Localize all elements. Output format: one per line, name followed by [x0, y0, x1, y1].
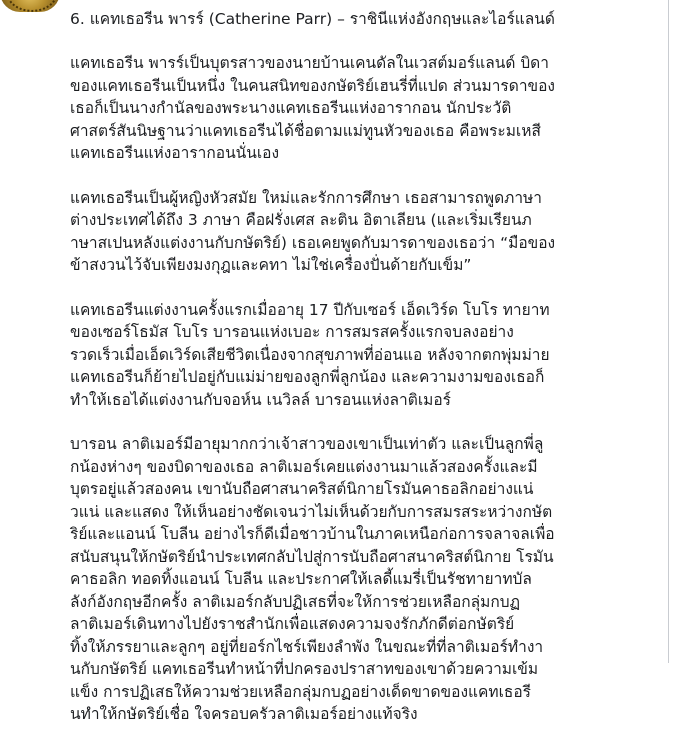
paragraph-2: แคทเธอรีนเป็นผู้หญิงหัวสมัย ใหม่และรักการศึกษา เธอสามารถพูดภาษา ต่างประเทศได้ถึง 3 ภาษา คือฝรั่งเศส ละติน อิตาเลียน (และเริ่มเรียนภ าษาสเปนหลังแต่งงานกับกษัตริย์) เธอเคยพูดกับมารดาของเธอว่า “มือของ ข้าสงวนไว้จับเพียงมงกุฎและคทา ไม่ใช่เครื่องปั่นด้ายกับเข็ม” [70, 188, 556, 274]
avatar[interactable] [0, 0, 60, 12]
post-title: 6. แคทเธอรีน พารร์ (Catherine Parr) – ราชินีแห่งอังกฤษและไอร์แลนด์ [70, 10, 555, 28]
avatar-seal-ring [6, 0, 58, 12]
post-body [70, 8, 660, 748]
paragraph-3: แคทเธอรีนแต่งงานครั้งแรกเมื่ออายุ 17 ปีกับเซอร์ เอ็ดเวิร์ด โบโร ทายาท ของเซอร์โธมัส โบโร บารอนแห่งเบอะ การสมรสครั้งแรกจบลงอย่าง รวดเร็วเมื่อเอ็ดเวิร์ดเสียชีวิตเนื่องจากสุขภาพที่อ่อนแอ หลังจากตกพุ่มม่าย แคทเธอรีนก็ย้ายไปอยู่กับแม่ม่ายของลูกพี่ลูกน้อง และความงามของเธอก็ ทำให้เธอได้แต่งงานกับจอห์น เนวิลล์ บารอนแห่งลาติเมอร์ [70, 300, 550, 409]
paragraph-1: แคทเธอรีน พารร์เป็นบุตรสาวของนายบ้านเคนดัลในเวสต์มอร์แลนด์ บิดา ของแคทเธอรีนเป็นหนึ่ง ในคนสนิทของกษัตริย์เฮนรี่ที่แปด ส่วนมารดาของ เธอก็เป็นนางกำนัลของพระนางแคทเธอรีนแห่งอารากอน นักประวัติ ศาสตร์สันนิษฐานว่าแคทเธอรีนได้ชื่อตามแม่ทูนหัวของเธอ คือพระมเหสี แคทเธอรีนแห่งอารากอนนั่นเอง [70, 54, 555, 162]
paragraph-4: บารอน ลาติเมอร์มีอายุมากกว่าเจ้าสาวของเขาเป็นเท่าตัว และเป็นลูกพี่ลู กน้องห่างๆ ของบิดาของเธอ ลาติเมอร์เคยแต่งงานมาแล้วสองครั้งและมี บุตรอยู่แล้วสองคน เขานับถือศาสนาคริสต์นิกายโรมันคาธอลิกอย่างแน่ วแน่ และแสดง ให้เห็นอย่างชัดเจนว่าไม่เห็นด้วยกับการสมรสระหว่างกษัต ริย์และแอนน์ โบลีน อย่างไรก็ดีเมื่อชาวบ้านในภาคเหนือก่อการจลาจลเพื่อ สนับสนุนให้กษัตริย์นำประเทศกลับไปสู่การนับถือศาสนาคริสต์นิกาย โรมัน คาธอลิก ทอดทิ้งแอนน์ โบลีน และประกาศให้เลดี้แมรี่เป็นรัชทายาทบัล ลังก์อังกฤษอีกครั้ง ลาติเมอร์กลับปฏิเสธที่จะให้การช่วยเหลือกลุ่มกบฏ ลาติเมอร์เดินทางไปยังราชสำนักเพื่อแสดงความจงรักภักดีต่อกษัตริย์ ทิ้งให้ภรรยาและลูกๆ อยู่ที่ยอร์กไชร์เพียงลำพัง ในขณะที่ที่ลาติเมอร์ทำงา นกับกษัตริย์ แคทเธอรีนทำหน้าที่ปกครองปราสาทของเขาด้วยความเข้ม แข็ง การปฏิเสธให้ความช่วยเหลือกลุ่มกบฏอย่างเด็ดขาดของแคทเธอรี นทำให้กษัตริย์เชื่อ ใจครอบครัวลาติเมอร์อย่างแท้จริง [70, 435, 555, 723]
right-border-divider [668, 0, 669, 663]
